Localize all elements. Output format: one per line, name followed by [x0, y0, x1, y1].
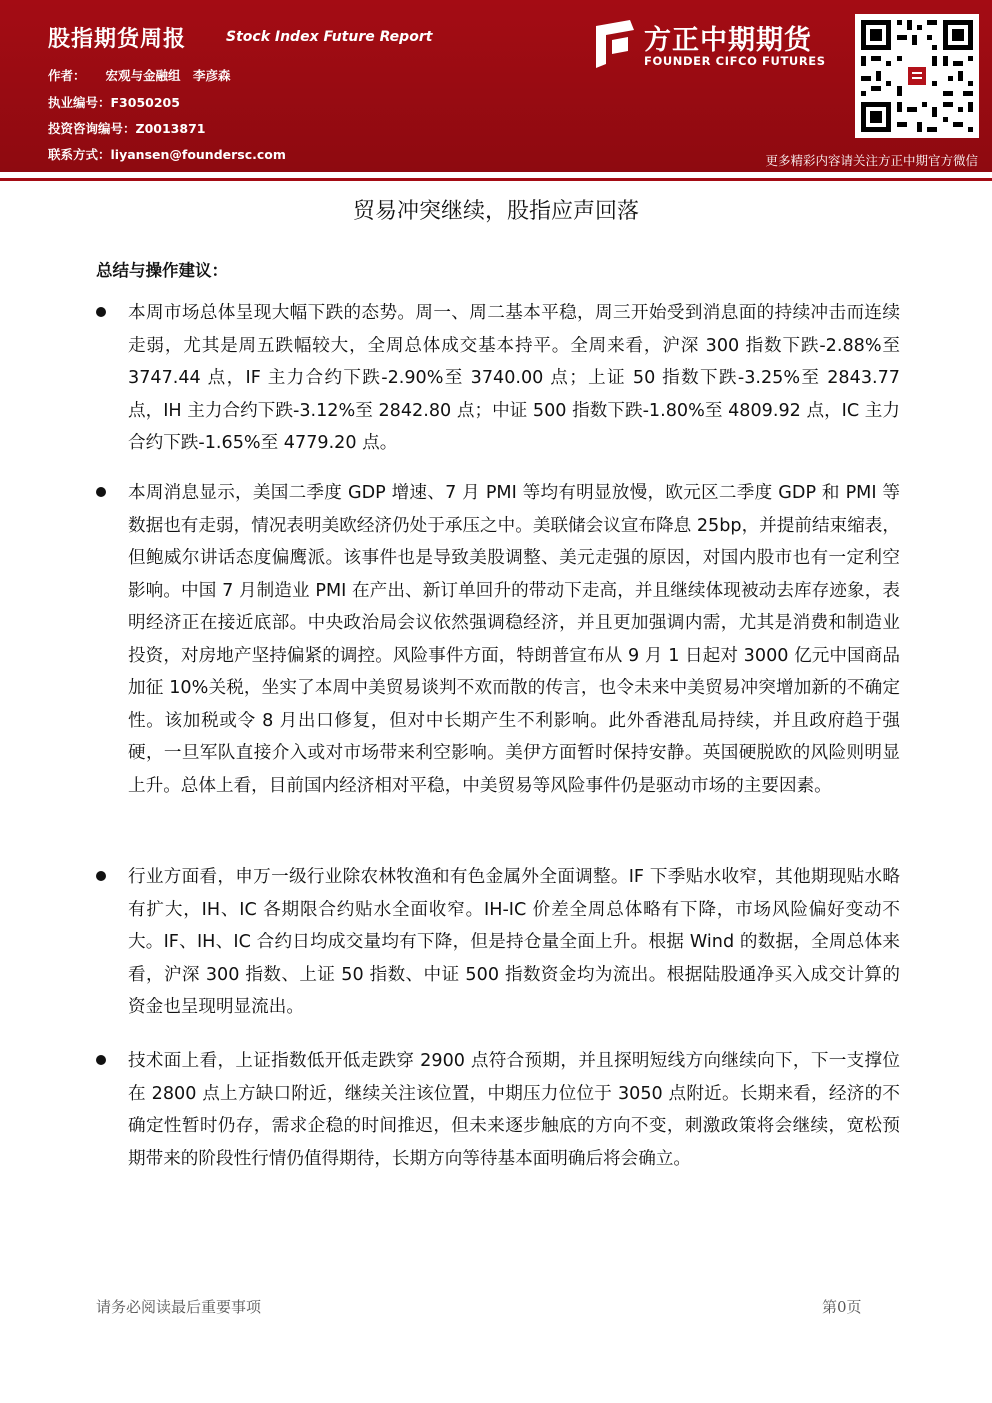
report-header: [0, 0, 992, 172]
contact-line: [48, 145, 286, 163]
author-value: 宏观与金融组 李彦森: [105, 68, 231, 83]
header-divider-accent: [0, 178, 992, 181]
license-value: F3050205: [110, 95, 180, 110]
consult-line: [48, 119, 205, 137]
page-number: 第0页: [822, 1298, 862, 1316]
bullet-text: 行业方面看，申万一级行业除农林牧渔和有色金属外全面调整。IF 下季贴水收窄，其他期现贴水略有扩大，IH、IC 各期限合约贴水全面收窄。IH-IC 价差全周总体略有下降，市场风险偏好变动不大。IF、IH、IC 合约日均成交量均有下降，但是持仓量全面上升。根据 Wind 的数据，全周总体来看，沪深 300 指数、上证 50 指数、中证 500 指数资金均为流出。根据陆股通净买入成交计算的资金也呈现明显流出。: [128, 867, 900, 1017]
bullet-dot-icon: [96, 871, 106, 881]
bullet-item-market-summary: [96, 297, 900, 460]
bullet-text: 本周消息显示，美国二季度 GDP 增速、7 月 PMI 等均有明显放慢，欧元区二季度 GDP 和 PMI 等数据也有走弱，情况表明美欧经济仍处于承压之中。美联储会议宣布降息 25bp，并提前结束缩表，但鲍威尔讲话态度偏鹰派。该事件也是导致美股调整、美元走强的原因，对国内股市也有一定利空影响。中国 7 月制造业 PMI 在产出、新订单回升的带动下走高，并且继续体现被动去库存迹象，表明经济正在接近底部。中央政治局会议依然强调稳经济，并且更加强调内需，尤其是消费和制造业投资，对房地产坚持偏紧的调控。风险事件方面，特朗普宣布从 9 月 1 日起对 3000 亿元中国商品加征 10%关税，坐实了本周中美贸易谈判不欢而散的传言，也令未来中美贸易冲突增加新的不确定性。该加税或令 8 月出口修复，但对中长期产生不利影响。此外香港乱局持续，并且政府趋于强硬，一旦军队直接介入或对市场带来利空影响。美伊方面暂时保持安静。英国硬脱欧的风险则明显上升。总体上看，目前国内经济相对平稳，中美贸易等风险事件仍是驱动市场的主要因素。: [128, 483, 900, 796]
report-title: 股指期货周报: [48, 27, 187, 52]
bullet-item-industry: [96, 861, 900, 1024]
follow-wechat-text: 更多精彩内容请关注方正中期官方微信: [765, 153, 978, 168]
bullet-item-technical: [96, 1045, 900, 1175]
section-heading: 总结与操作建议：: [96, 261, 228, 280]
author-line: [48, 66, 231, 84]
author-label: 作者：: [48, 68, 86, 83]
document-title: 贸易冲突继续，股指应声回落: [352, 199, 639, 224]
footer-notice: 请务必阅读最后重要事项: [96, 1298, 262, 1316]
company-logo-icon: [592, 20, 638, 70]
report-title-en: Stock Index Future Report: [226, 29, 433, 45]
bullet-text: 本周市场总体呈现大幅下跌的态势。周一、周二基本平稳，周三开始受到消息面的持续冲击而连续走弱，尤其是周五跌幅较大，全周总体成交基本持平。全周来看，沪深 300 指数下跌-2.88%至 3747.44 点，IF 主力合约下跌-2.90%至 3740.00 点；上证 50 指数下跌-3.25%至 2843.77 点，IH 主力合约下跌-3.12%至 2842.80 点；中证 500 指数下跌-1.80%至 4809.92 点，IC 主力合约下跌-1.65%至 4779.20 点。: [128, 303, 900, 453]
license-line: [48, 93, 180, 111]
consult-value: Z0013871: [135, 121, 206, 136]
contact-label: 联系方式：: [48, 147, 111, 162]
company-name: 方正中期期货: [644, 25, 812, 56]
bullet-item-news: [96, 477, 900, 802]
bullet-dot-icon: [96, 1055, 106, 1065]
company-name-en: FOUNDER CIFCO FUTURES: [644, 54, 826, 68]
contact-email[interactable]: liyansen@foundersc.com: [110, 147, 286, 162]
bullet-text: 技术面上看，上证指数低开低走跌穿 2900 点符合预期，并且探明短线方向继续向下，下一支撑位在 2800 点上方缺口附近，继续关注该位置，中期压力位位于 3050 点附近。长期来看，经济的不确定性暂时仍存，需求企稳的时间推迟，但未来逐步触底的方向不变，刺激政策将会继续，宽松预期带来的阶段性行情仍值得期待，长期方向等待基本面明确后将会确立。: [128, 1051, 900, 1169]
company-logo: [592, 18, 842, 70]
bullet-dot-icon: [96, 487, 106, 497]
license-label: 执业编号：: [48, 95, 111, 110]
bullet-dot-icon: [96, 307, 106, 317]
qr-code-icon: [855, 14, 979, 138]
wechat-qr-code: [855, 14, 979, 138]
consult-label: 投资咨询编号：: [48, 121, 136, 136]
